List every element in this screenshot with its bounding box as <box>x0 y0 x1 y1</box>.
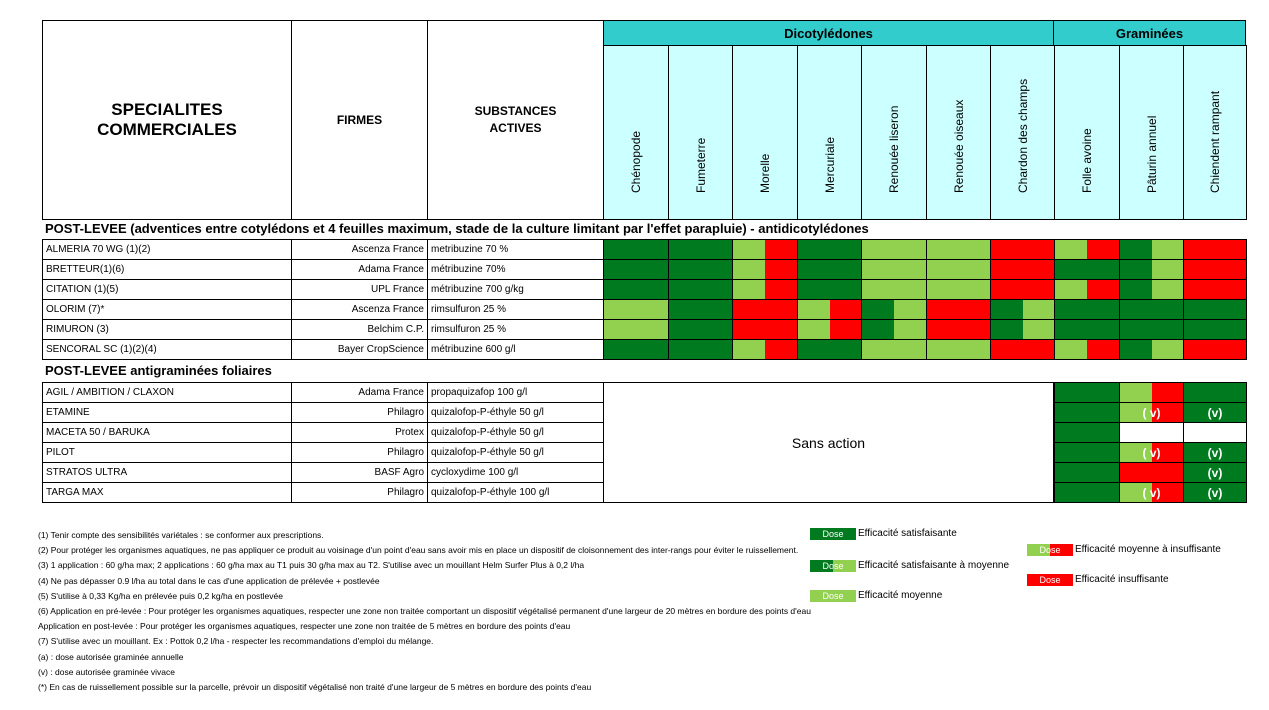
rating-cell <box>732 299 798 320</box>
weed-name: Mercuriale <box>822 136 837 193</box>
rating-cell <box>797 339 862 360</box>
product-name: AGIL / AMBITION / CLAXON <box>42 382 292 403</box>
legend-swatch: Dose <box>1027 544 1073 556</box>
product-name: MACETA 50 / BARUKA <box>42 422 292 443</box>
product-name: SENCORAL SC (1)(2)(4) <box>42 339 292 360</box>
weed-header-8 <box>1054 45 1120 220</box>
footnote: (5) S'utilise à 0,33 Kg/ha en prélevée puis 0,2 kg/ha en postlevée <box>38 590 283 601</box>
vivace-mark: (v) <box>1207 485 1223 500</box>
footnote: (a) : dose autorisée graminée annuelle <box>38 651 184 662</box>
rating-cell <box>1054 319 1120 340</box>
footnote: (3) 1 application : 60 g/ha max; 2 applications : 60 g/ha max au T1 puis 30 g/ha max au T2. S'utilise avec un mouillant Helm Surfer Plus à 0,2 l/ha <box>38 560 585 571</box>
weed-header-9 <box>1119 45 1184 220</box>
rating-cell <box>861 339 927 360</box>
rating-cell <box>926 239 991 260</box>
rating-cell <box>861 319 927 340</box>
sans-action-box: Sans action <box>603 382 1054 503</box>
substance: quizalofop-P-éthyle 100 g/l <box>427 482 604 503</box>
rating-cell <box>797 239 862 260</box>
substance: métribuzine 700 g/kg <box>427 279 604 300</box>
header-substances: SUBSTANCES ACTIVES <box>427 20 604 220</box>
rating-cell <box>990 279 1055 300</box>
firm-name: Protex <box>291 422 428 443</box>
rating-cell <box>732 259 798 280</box>
rating-cell <box>603 259 669 280</box>
rating-cell <box>1119 382 1184 403</box>
weed-name: Folle avoine <box>1080 128 1094 193</box>
rating-cell <box>990 339 1055 360</box>
legend-label: Efficacité satisfaisante à moyenne <box>858 560 1010 571</box>
rating-cell <box>1119 239 1184 260</box>
rating-cell <box>797 259 862 280</box>
rating-cell <box>1183 402 1247 423</box>
weed-name: Chardon des champs <box>1015 78 1030 193</box>
substance: métribuzine 600 g/l <box>427 339 604 360</box>
rating-cell <box>990 319 1055 340</box>
rating-cell <box>1119 402 1184 423</box>
rating-cell <box>603 239 669 260</box>
rating-cell <box>861 299 927 320</box>
vivace-mark: (v) <box>1207 445 1223 460</box>
rating-cell <box>1183 382 1247 403</box>
rating-cell <box>1183 279 1247 300</box>
header-specialites: SPECIALITES COMMERCIALES <box>42 20 292 220</box>
rating-cell <box>1119 299 1184 320</box>
rating-cell <box>1119 259 1184 280</box>
product-name: ETAMINE <box>42 402 292 423</box>
footnote: (*) En cas de ruissellement possible sur la parcelle, prévoir un dispositif végétalisé non traité d'une largeur de 5 mètres en bordure des points d'eau <box>38 682 592 692</box>
rating-cell <box>861 239 927 260</box>
rating-cell <box>1054 402 1120 423</box>
substance: rimsulfuron 25 % <box>427 299 604 320</box>
rating-cell <box>861 259 927 280</box>
rating-cell <box>1054 279 1120 300</box>
substance: quizalofop-P-éthyle 50 g/l <box>427 442 604 463</box>
rating-cell <box>668 239 733 260</box>
vivace-mark: (v) <box>1207 405 1223 420</box>
section1-title: POST-LEVEE (adventices entre cotylédons et 4 feuilles maximum, stade de la culture limitant par l'effet parapluie) - antidicotylédones <box>45 221 869 236</box>
rating-cell <box>1119 442 1184 463</box>
header-group-gram: Graminées <box>1053 20 1246 46</box>
product-name: ALMERIA 70 WG (1)(2) <box>42 239 292 260</box>
rating-cell <box>990 299 1055 320</box>
rating-cell <box>797 279 862 300</box>
substance: quizalofop-P-éthyle 50 g/l <box>427 422 604 443</box>
rating-cell <box>1183 259 1247 280</box>
product-name: PILOT <box>42 442 292 463</box>
rating-cell <box>1054 442 1120 463</box>
legend-swatch: Dose <box>810 560 856 572</box>
weed-header-7 <box>990 45 1055 220</box>
rating-cell <box>603 339 669 360</box>
rating-cell <box>1119 279 1184 300</box>
weed-name: Pâturin annuel <box>1144 115 1159 193</box>
firm-name: Ascenza France <box>291 299 428 320</box>
firm-name: Adama France <box>291 382 428 403</box>
rating-cell <box>1119 462 1184 483</box>
substance: metribuzine 70 % <box>427 239 604 260</box>
rating-cell <box>732 339 798 360</box>
rating-cell <box>990 239 1055 260</box>
weed-name: Morelle <box>758 153 772 193</box>
firm-name: Bayer CropScience <box>291 339 428 360</box>
rating-cell <box>1119 339 1184 360</box>
rating-cell <box>926 259 991 280</box>
legend-label: Efficacité insuffisante <box>1075 574 1169 585</box>
legend-label: Efficacité moyenne à insuffisante <box>1075 544 1221 555</box>
section2-title: POST-LEVEE antigraminées foliaires <box>45 363 272 378</box>
rating-cell <box>1183 239 1247 260</box>
rating-cell <box>926 319 991 340</box>
weed-header-3 <box>732 45 798 220</box>
weed-name: Chénopode <box>629 130 643 193</box>
rating-cell <box>797 299 862 320</box>
rating-cell <box>1054 422 1120 443</box>
substance: cycloxydime 100 g/l <box>427 462 604 483</box>
rating-cell <box>926 299 991 320</box>
footnote: (4) Ne pas dépasser 0.9 l/ha au total dans le cas d'une application de prélevée + postlevée <box>38 575 380 586</box>
weed-header-1 <box>603 45 669 220</box>
weed-name: Chiendent rampant <box>1208 90 1222 193</box>
legend-swatch: Dose <box>810 528 856 540</box>
rating-cell <box>1054 259 1120 280</box>
footnote: (7) S'utilise avec un mouillant. Ex : Pottok 0,2 l/ha - respecter les recommandations d'emploi du mélange. <box>38 636 434 647</box>
rating-cell <box>668 299 733 320</box>
rating-cell <box>1119 482 1184 503</box>
rating-cell <box>1183 422 1247 443</box>
rating-cell <box>797 319 862 340</box>
rating-cell <box>1183 462 1247 483</box>
substance: rimsulfuron 25 % <box>427 319 604 340</box>
footnote: (1) Tenir compte des sensibilités variétales : se conformer aux prescriptions. <box>38 530 324 540</box>
product-name: CITATION (1)(5) <box>42 279 292 300</box>
rating-cell <box>926 279 991 300</box>
footnote: Application en post-levée : Pour protéger les organismes aquatiques, respecter une zone non traitée de 5 mètres en bordure des points d'eau <box>38 621 571 632</box>
firm-name: Philagro <box>291 482 428 503</box>
firm-name: Philagro <box>291 442 428 463</box>
legend-swatch: Dose <box>1027 574 1073 586</box>
vivace-mark: (v) <box>1207 465 1223 480</box>
rating-cell <box>1183 339 1247 360</box>
weed-header-4 <box>797 45 862 220</box>
rating-cell <box>1054 462 1120 483</box>
weed-name: Renouée oiseaux <box>951 99 966 193</box>
rating-cell <box>1054 482 1120 503</box>
rating-cell <box>732 319 798 340</box>
footnote: (2) Pour protéger les organismes aquatiques, ne pas appliquer ce produit au voisinage d'un point d'eau sans avoir mis en place un dispositif de cloisonnement des inter-rangs pour éviter le ruissellement. <box>38 545 799 556</box>
weed-header-10 <box>1183 45 1247 220</box>
footnote: (6) Application en pré-levée : Pour protéger les organismes aquatiques, respecter une zone non traitée comportant un dispositif végétalisé permanent d'une largeur de 20 mètres en bordure des points d'eau <box>38 606 811 616</box>
substance: métribuzine 70% <box>427 259 604 280</box>
weed-name: Renouée liseron <box>887 105 901 193</box>
rating-cell <box>1054 239 1120 260</box>
weed-header-5 <box>861 45 927 220</box>
rating-cell <box>1054 339 1120 360</box>
rating-cell <box>1119 422 1184 443</box>
vivace-mark: ( v) <box>1142 405 1161 420</box>
weed-header-2 <box>668 45 733 220</box>
product-name: TARGA MAX <box>42 482 292 503</box>
substance: propaquizafop 100 g/l <box>427 382 604 403</box>
rating-cell <box>1054 382 1120 403</box>
firm-name: Belchim C.P. <box>291 319 428 340</box>
vivace-mark: ( v) <box>1142 485 1161 500</box>
weed-header-6 <box>926 45 991 220</box>
weed-name: Fumeterre <box>693 137 708 193</box>
rating-cell <box>1183 482 1247 503</box>
firm-name: Philagro <box>291 402 428 423</box>
rating-cell <box>1119 319 1184 340</box>
substance: quizalofop-P-éthyle 50 g/l <box>427 402 604 423</box>
product-name: RIMURON (3) <box>42 319 292 340</box>
rating-cell <box>1054 299 1120 320</box>
rating-cell <box>668 319 733 340</box>
rating-cell <box>990 259 1055 280</box>
legend-label: Efficacité moyenne <box>858 590 943 601</box>
firm-name: BASF Agro <box>291 462 428 483</box>
header-group-dicot: Dicotylédones <box>603 20 1054 46</box>
rating-cell <box>1183 442 1247 463</box>
rating-cell <box>668 339 733 360</box>
vivace-mark: ( v) <box>1142 445 1161 460</box>
rating-cell <box>1183 319 1247 340</box>
rating-cell <box>668 279 733 300</box>
header-firmes: FIRMES <box>291 20 428 220</box>
rating-cell <box>1183 299 1247 320</box>
firm-name: Adama France <box>291 259 428 280</box>
rating-cell <box>603 299 669 320</box>
product-name: OLORIM (7)* <box>42 299 292 320</box>
footnote: (v) : dose autorisée graminée vivace <box>38 666 176 677</box>
product-name: BRETTEUR(1)(6) <box>42 259 292 280</box>
firm-name: UPL France <box>291 279 428 300</box>
rating-cell <box>861 279 927 300</box>
rating-cell <box>603 279 669 300</box>
legend-swatch: Dose <box>810 590 856 602</box>
firm-name: Ascenza France <box>291 239 428 260</box>
rating-cell <box>926 339 991 360</box>
legend-label: Efficacité satisfaisante <box>858 528 957 539</box>
product-name: STRATOS ULTRA <box>42 462 292 483</box>
rating-cell <box>732 239 798 260</box>
rating-cell <box>603 319 669 340</box>
rating-cell <box>668 259 733 280</box>
rating-cell <box>732 279 798 300</box>
